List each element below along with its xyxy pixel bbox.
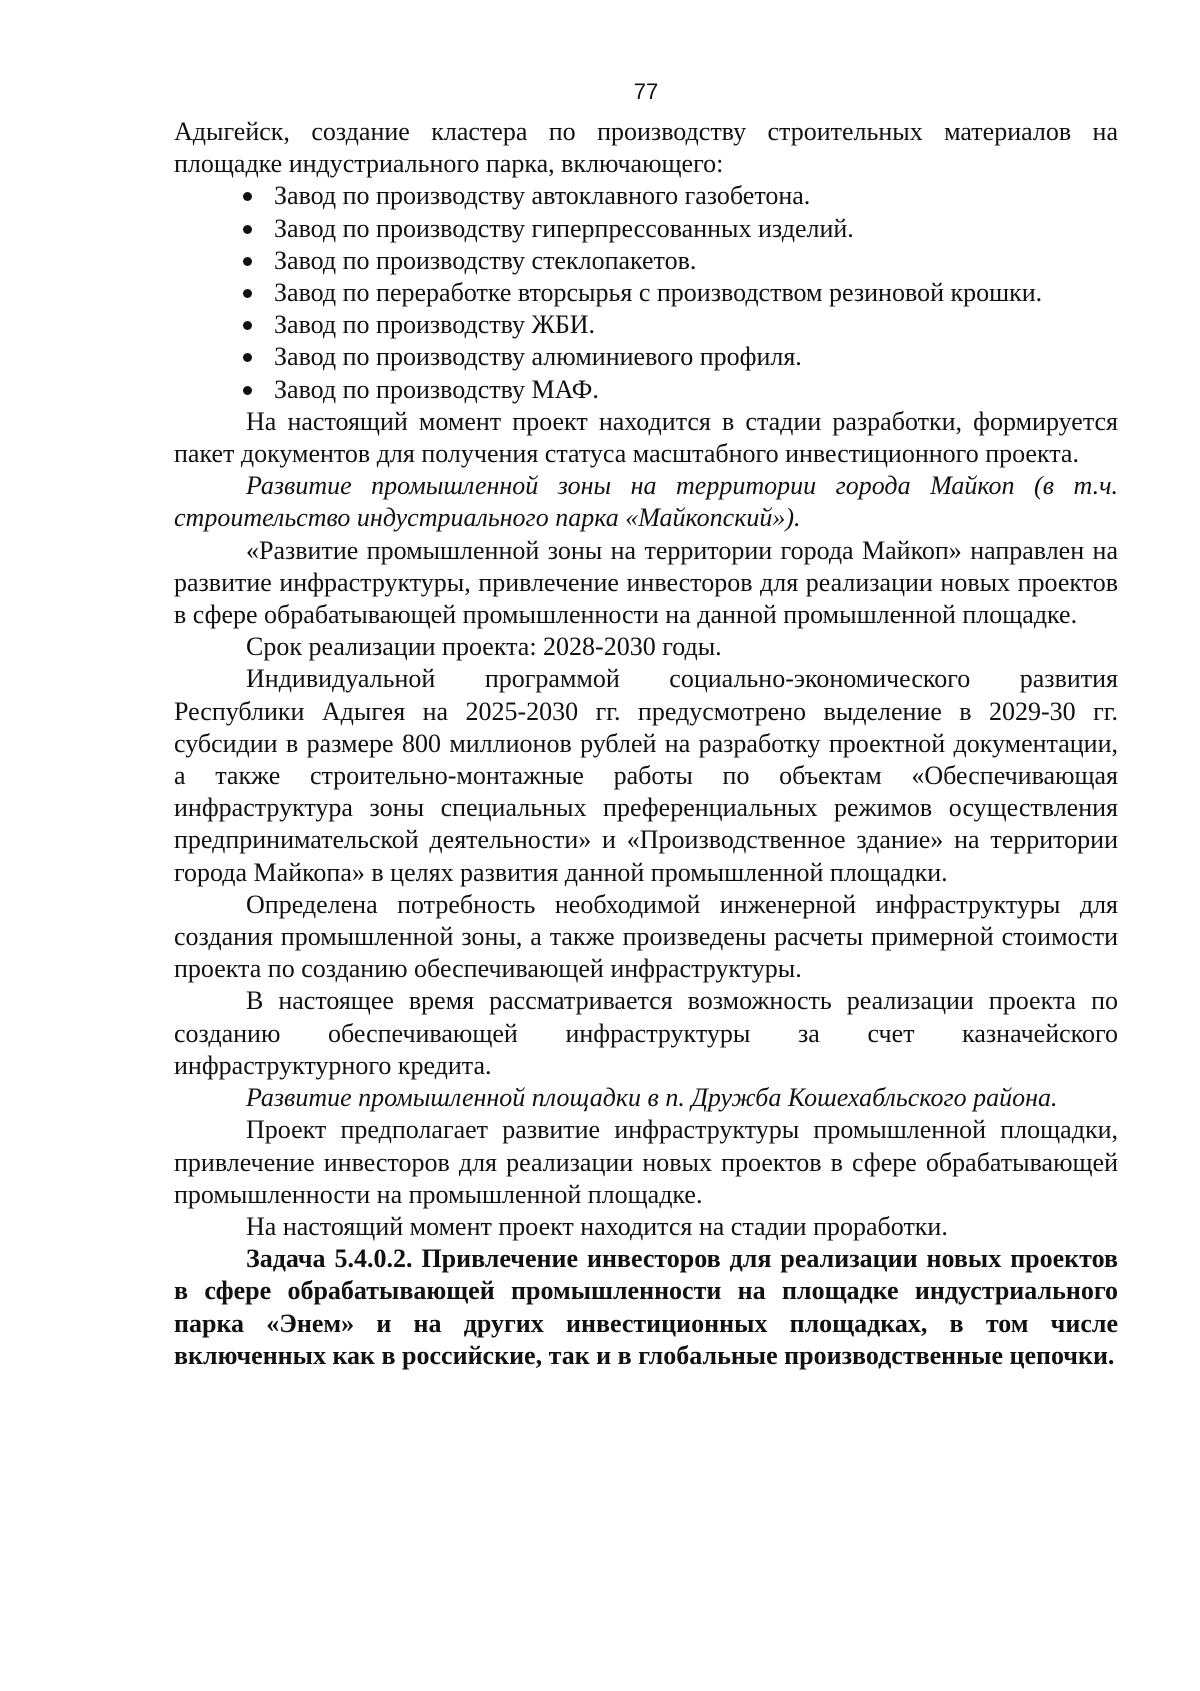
- list-item: [174, 277, 1118, 309]
- bullet-icon: [243, 257, 252, 266]
- bullet-icon: [243, 353, 252, 362]
- list-item-text: Завод по производству алюминиевого профиля.: [274, 342, 802, 372]
- bullet-icon: [243, 289, 252, 298]
- stage-paragraph: На настоящий момент проект находится в стадии разработки, формируется пакет документов для получения статуса масштабного инвестиционного проекта.: [174, 406, 1118, 469]
- list-item: [174, 309, 1118, 341]
- bullet-icon: [243, 386, 252, 395]
- bullet-icon: [243, 321, 252, 330]
- maykop-subheading: Развитие промышленной зоны на территории города Майкоп (в т.ч. строительство индустриального парка «Майкопский»).: [174, 471, 1118, 533]
- plants-list: [174, 180, 1118, 405]
- maykop-paragraph-2: Срок реализации проекта: 2028-2030 годы.: [246, 632, 722, 662]
- maykop-paragraph-4: Определена потребность необходимой инженерной инфраструктуры для создания промышленной зоны, а также произведены расчеты примерной стоимости проекта по созданию обеспечивающей инфраструктуры.: [174, 889, 1118, 984]
- list-item: [174, 180, 1118, 212]
- task-heading: Задача 5.4.0.2. Привлечение инвесторов для реализации новых проектов в сфере обрабатывающей промышленности на площадке индустриального парка «Энем» и на других инвестиционных площадках, в том числе включенных как в российские, так и в глобальные производственные цепочки.: [174, 1244, 1118, 1370]
- list-item-text: Завод по производству МАФ.: [274, 374, 599, 404]
- maykop-paragraph-3: Индивидуальной программой социально-экономического развития Республики Адыгея на 2025-2030 гг. предусмотрено выделение в 2029-30 гг. субсидии в размере 800 миллионов рублей на разработку проектной документации, а также строительно-монтажные работы по объектам «Обеспечивающая инфраструктура зоны специальных преференциальных режимов осуществления предпринимательской деятельности» и «Производственное здание» на территории города Майкопа» в целях развития данной промышленной площадки.: [174, 664, 1118, 887]
- list-item-text: Завод по производству стеклопакетов.: [274, 245, 697, 275]
- list-item-text: Завод по производству гиперпрессованных изделий.: [274, 213, 854, 243]
- list-item: [174, 245, 1118, 277]
- maykop-paragraph-5: В настоящее время рассматривается возможность реализации проекта по созданию обеспечивающей инфраструктуры за счет казначейского инфраструктурного кредита.: [174, 986, 1118, 1080]
- list-item: [174, 213, 1118, 245]
- bullet-icon: [243, 192, 252, 201]
- bullet-icon: [243, 225, 252, 234]
- page-number: 77: [633, 79, 659, 104]
- maykop-paragraph-1: «Развитие промышленной зоны на территории города Майкоп» направлен на развитие инфраструктуры, привлечение инвесторов для реализации новых проектов в сфере обрабатывающей промышленности на данной промышленной площадке.: [174, 535, 1118, 630]
- list-item-text: Завод по производству автоклавного газобетона.: [274, 181, 811, 211]
- list-item: [174, 374, 1118, 406]
- list-item-text: Завод по переработке вторсырья с производством резиновой крошки.: [274, 278, 1043, 308]
- druzhba-subheading: Развитие промышленной площадки в п. Дружба Кошехабльского района.: [246, 1083, 1058, 1113]
- list-item-text: Завод по производству ЖБИ.: [274, 310, 596, 340]
- list-item: [174, 341, 1118, 373]
- druzhba-paragraph-2: На настоящий момент проект находится на стадии проработки.: [246, 1211, 948, 1241]
- document-page: [174, 78, 1118, 1372]
- druzhba-paragraph-1: Проект предполагает развитие инфраструктуры промышленной площадки, привлечение инвесторов для реализации новых проектов в сфере обрабатывающей промышленности на промышленной площадке.: [174, 1115, 1118, 1209]
- intro-paragraph: Адыгейск, создание кластера по производству строительных материалов на площадке индустриального парка, включающего:: [174, 117, 1118, 179]
